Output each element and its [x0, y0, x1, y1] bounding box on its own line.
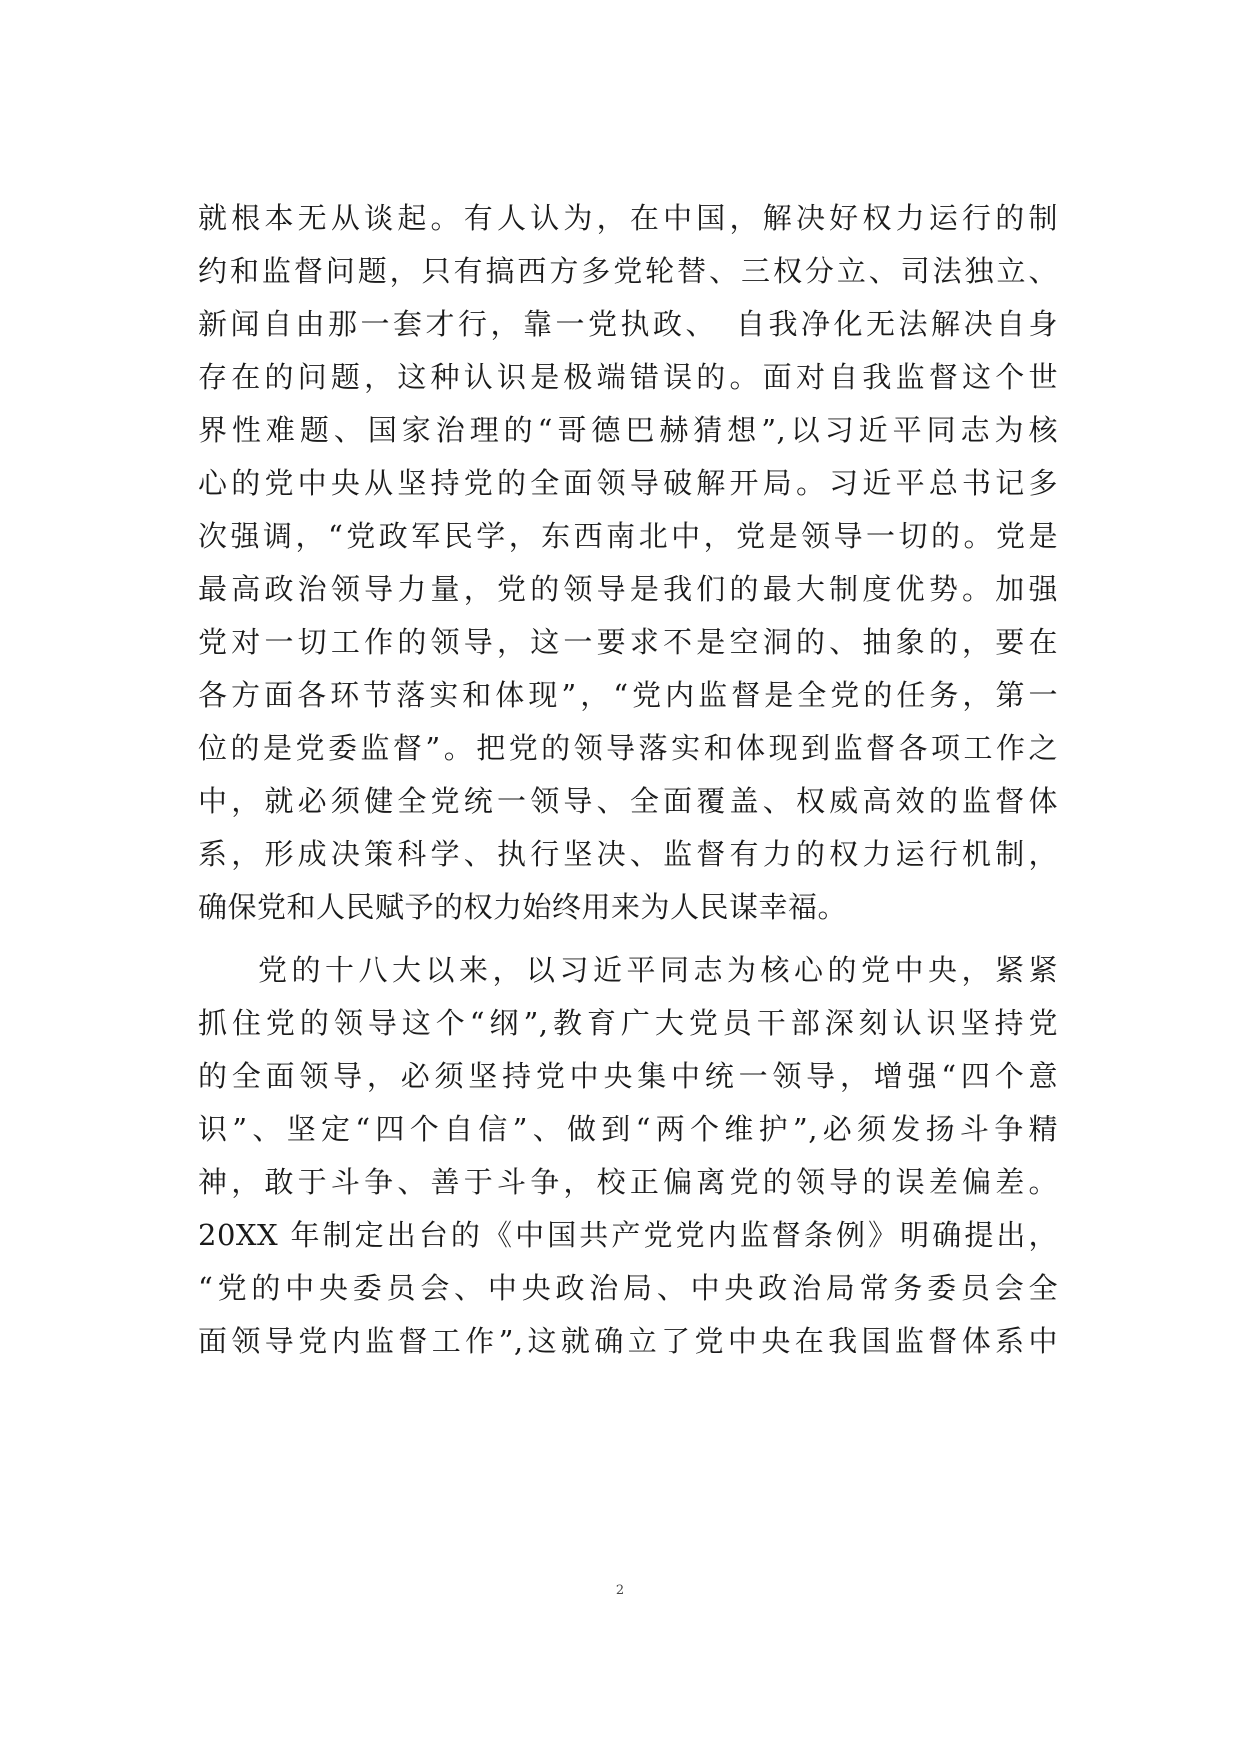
body-text	[198, 192, 1058, 1368]
text-line: 各方面各环节落实和体现”，“党内监督是全党的任务，第一	[198, 678, 1058, 712]
text-line: 最高政治领导力量，党的领导是我们的最大制度优势。加强	[198, 572, 1058, 606]
text-line: 约和监督问题，只有搞西方多党轮替、三权分立、司法独立、	[198, 254, 1058, 288]
text-line: 确保党和人民赋予的权力始终用来为人民谋幸福。	[198, 890, 848, 924]
text-line: 中，就必须健全党统一领导、全面覆盖、权威高效的监督体	[198, 784, 1058, 818]
text-line: 存在的问题，这种认识是极端错误的。面对自我监督这个世	[198, 360, 1058, 394]
paragraph-2	[198, 944, 1058, 1368]
text-line: 位的是党委监督”。把党的领导落实和体现到监督各项工作之	[198, 731, 1058, 765]
text-line: 20XX 年制定出台的《中国共产党党内监督条例》明确提出，	[198, 1218, 1058, 1252]
text-line: 抓住党的领导这个“纲”,教育广大党员干部深刻认识坚持党	[198, 1006, 1058, 1040]
text-line: 识”、坚定“四个自信”、做到“两个维护”,必须发扬斗争精	[198, 1112, 1058, 1146]
text-line: 新闻自由那一套才行，靠一党执政、 自我净化无法解决自身	[198, 307, 1058, 341]
paragraph-1	[198, 192, 1058, 934]
text-line: 面领导党内监督工作”,这就确立了党中央在我国监督体系中	[198, 1324, 1058, 1358]
text-line: 神，敢于斗争、善于斗争，校正偏离党的领导的误差偏差。	[198, 1165, 1058, 1199]
text-line: 的全面领导，必须坚持党中央集中统一领导，增强“四个意	[198, 1059, 1058, 1093]
text-line: 党对一切工作的领导，这一要求不是空洞的、抽象的，要在	[198, 625, 1058, 659]
text-line: 就根本无从谈起。有人认为，在中国，解决好权力运行的制	[198, 201, 1058, 235]
text-line: 党的十八大以来，以习近平同志为核心的党中央，紧紧	[258, 953, 1058, 987]
text-line: 系，形成决策科学、执行坚决、监督有力的权力运行机制，	[198, 837, 1058, 871]
text-line: 次强调，“党政军民学，东西南北中，党是领导一切的。党是	[198, 519, 1058, 553]
text-line: “党的中央委员会、中央政治局、中央政治局常务委员会全	[198, 1271, 1058, 1305]
text-line: 界性难题、国家治理的“哥德巴赫猜想”,以习近平同志为核	[198, 413, 1058, 447]
page-number: 2	[615, 1583, 625, 1598]
text-line: 心的党中央从坚持党的全面领导破解开局。习近平总书记多	[198, 466, 1058, 500]
